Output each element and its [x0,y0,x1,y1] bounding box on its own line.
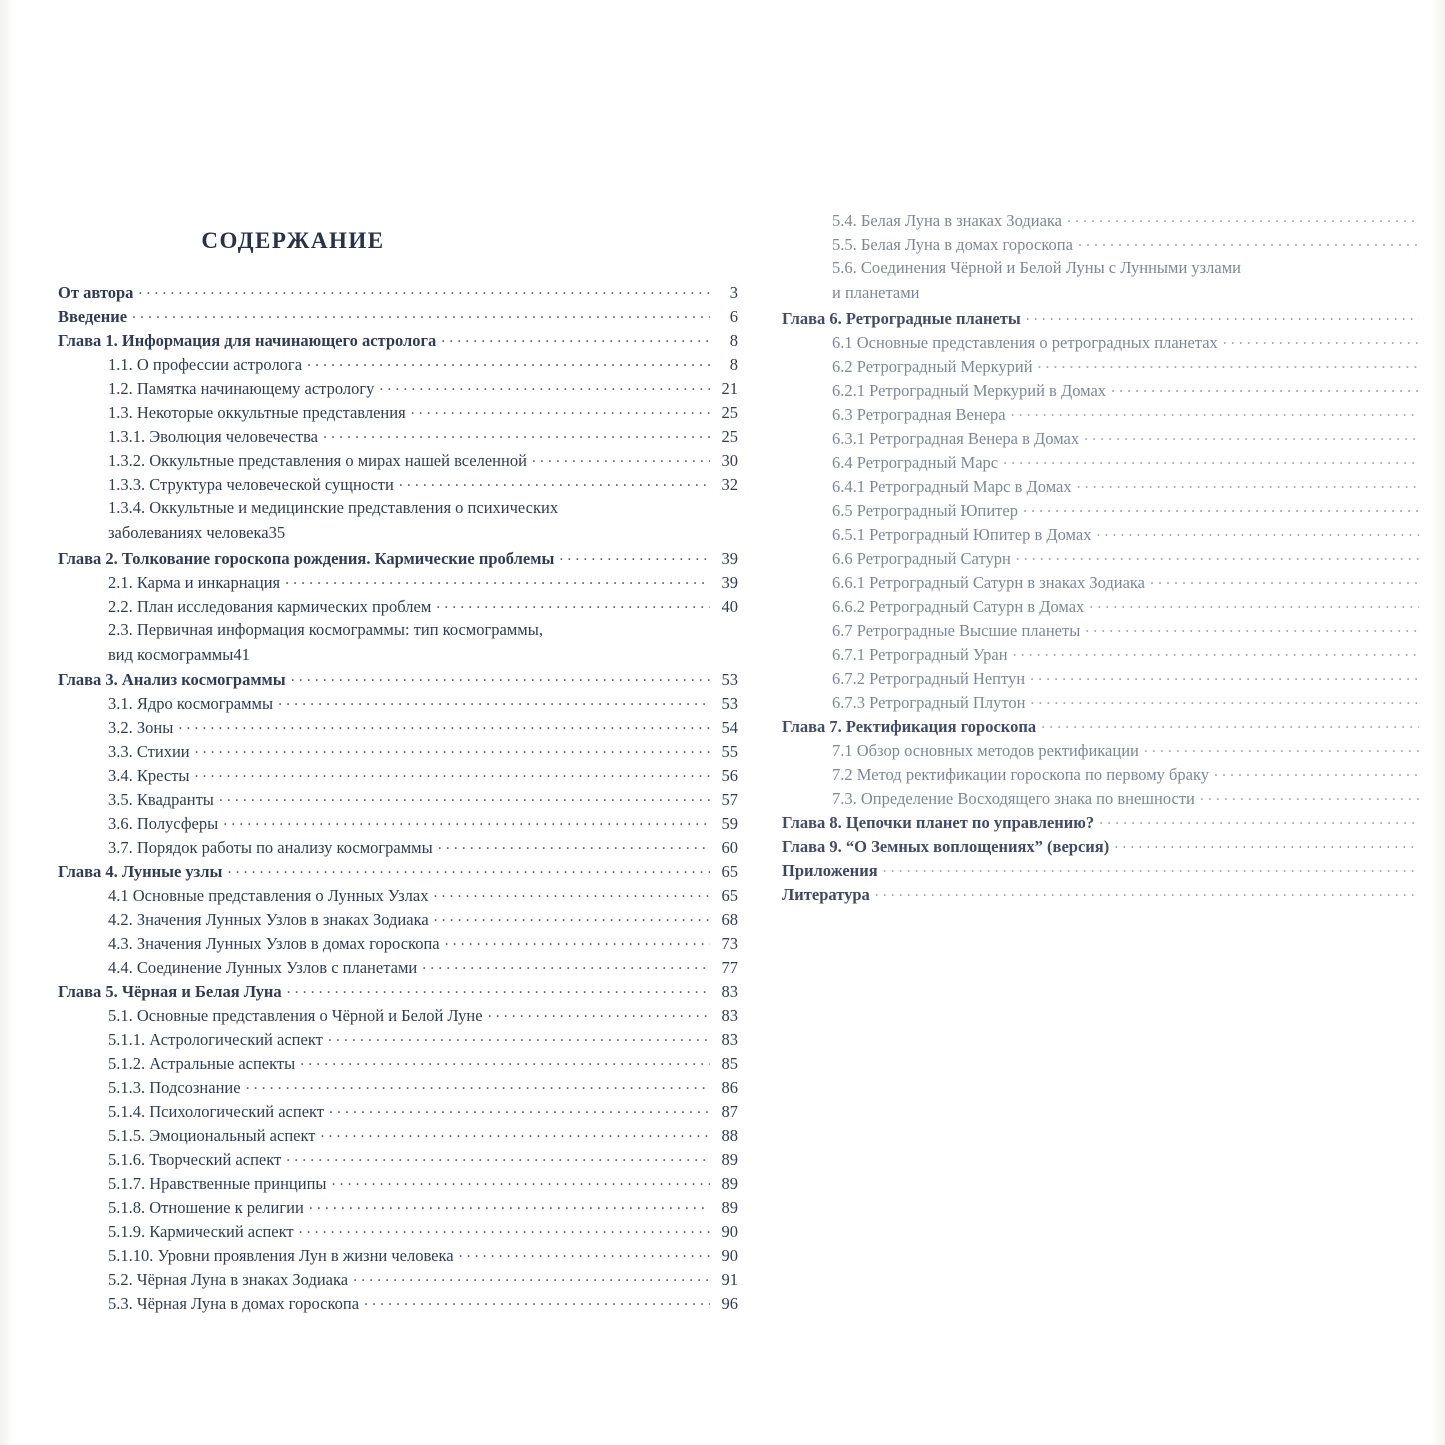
page-title: СОДЕРЖАНИЕ [201,228,385,253]
toc-entry[interactable] [108,839,738,857]
toc-entry-label: Глава 2. Толкование гороскопа рождения. Кармические проблемы [58,548,555,568]
toc-page-number: 6 [729,307,738,326]
toc-entry[interactable] [832,574,1445,592]
toc-entry[interactable] [58,983,738,1001]
toc-page-number: 53 [721,694,738,713]
leader-dots [1030,694,1419,708]
toc-entry[interactable] [108,887,738,905]
toc-entry[interactable] [108,767,738,785]
toc-page-number: 73 [721,934,738,953]
toc-entry-label: 5.3. Чёрная Луна в домах гороскопа [108,1294,360,1313]
toc-page-number: 89 [721,1198,738,1217]
toc-entry-label-cont: вид космограммы [108,644,234,664]
toc-entry[interactable] [832,622,1445,640]
leader-dots [364,1295,710,1309]
toc-entry[interactable] [832,406,1445,424]
toc-entry[interactable] [108,1031,738,1049]
toc-entry-label: 3.7. Порядок работы по анализу космограммы [108,838,433,857]
leader-dots [445,935,710,949]
toc-entry[interactable] [108,428,738,446]
toc-entry-label: Глава 7. Ректификация гороскопа [782,716,1037,736]
toc-page-number: 25 [721,427,738,446]
toc-entry-label: Глава 5. Чёрная и Белая Луна [58,982,282,1001]
toc-entry[interactable] [108,1127,738,1145]
toc-page-number: 91 [721,1270,738,1289]
leader-dots [328,1031,710,1045]
leader-dots [178,719,710,733]
leader-dots [132,308,710,322]
leader-dots [434,911,710,925]
toc-page-number: 77 [721,958,738,977]
leader-dots [1030,670,1419,684]
toc-entry[interactable] [108,1271,738,1289]
leader-dots [1114,838,1419,852]
toc-entry-label: 5.2. Чёрная Луна в знаках Зодиака [108,1270,349,1289]
leader-dots [299,1223,710,1237]
leader-dots [195,743,710,757]
leader-dots [433,887,710,901]
toc-entry-label: 3.3. Стихии [108,742,190,761]
toc-page-number: 83 [721,982,738,1001]
toc-entry-label: 3.1. Ядро космограммы [108,694,274,713]
toc-entry[interactable] [108,404,738,422]
toc-entry-label: 6.7.3 Ретроградный Плутон [832,692,1026,712]
toc-entry-label: От автора [58,283,134,302]
toc-entry-label: 5.1.4. Психологический аспект [108,1102,325,1121]
toc-entry-label: Приложения [782,860,878,880]
leader-dots [332,1175,711,1189]
toc-entry[interactable] [108,476,738,494]
toc-page-number: 21 [721,379,738,398]
leader-dots [291,671,710,685]
leader-dots [559,550,710,564]
toc-page-number: 87 [721,1102,738,1121]
toc-entry-label-cont: заболеваниях человека [108,523,269,542]
leader-dots [287,983,710,997]
toc-entry[interactable] [108,1175,738,1193]
toc-page-number: 96 [721,1294,738,1313]
leader-dots [329,1103,710,1117]
toc-page-number: 59 [721,814,738,833]
toc-entry-label: 4.2. Значения Лунных Узлов в знаках Зодиака [108,910,429,929]
leader-dots [278,695,710,709]
toc-page-number: 56 [721,766,738,785]
toc-entry-label: 2.3. Первичная информация космограммы: тип космограммы, [108,619,543,639]
toc-entry-label: Глава 9. “О Земных воплощениях” (версия) [782,836,1110,856]
toc-page-number: 3 [729,283,738,302]
leader-dots [138,284,710,298]
toc-entry[interactable] [108,1223,738,1241]
toc-entry[interactable] [832,526,1445,544]
leader-dots [323,428,710,442]
leader-dots [1085,622,1419,636]
toc-page-number: 86 [721,1078,738,1097]
toc-entry-label: Глава 3. Анализ космограммы [58,670,286,689]
toc-entry-label: 2.1. Карма и инкарнация [108,572,281,592]
leader-dots [1200,790,1419,804]
toc-entry-continuation[interactable] [108,523,738,543]
toc-entry-label: 5.1.3. Подсознание [108,1078,241,1097]
leader-dots [436,598,710,612]
leader-dots [1013,646,1419,660]
toc-page-number: 39 [721,572,738,592]
toc-entry-label: 7.3. Определение Восходящего знака по внешности [832,788,1195,808]
toc-entry-label: 6.2.1 Ретроградный Меркурий в Домах [832,380,1107,400]
toc-entry[interactable] [832,766,1445,784]
toc-entry-label: 4.1 Основные представления о Лунных Узлах [108,886,429,905]
toc-entry[interactable] [832,454,1445,472]
toc-entry-label: 6.7.2 Ретроградный Нептун [832,668,1026,688]
leader-dots [223,815,710,829]
toc-entry[interactable] [108,1151,738,1169]
toc-page-number: 89 [721,1150,738,1169]
toc-entry-label: 4.4. Соединение Лунных Узлов с планетами [108,958,418,977]
toc-entry[interactable] [782,814,1445,832]
leader-dots [1067,212,1419,226]
toc-entry-label: 5.4. Белая Луна в знаках Зодиака [832,211,1062,230]
toc-entry-label: 6.7.1 Ретроградный Уран [832,644,1008,664]
toc-entry[interactable] [108,791,738,809]
toc-entry-label: 5.5. Белая Луна в домах гороскопа [832,235,1073,254]
toc-entry-label: 6.2 Ретроградный Меркурий [832,356,1033,376]
toc-entry-label: 5.1.9. Кармический аспект [108,1222,294,1241]
leader-dots [307,356,710,370]
toc-page-number: 88 [721,1126,738,1145]
toc-entry-label: 5.1.10. Уровни проявления Лун в жизни человека [108,1246,454,1265]
toc-entry[interactable] [832,382,1445,400]
leader-dots [422,959,710,973]
toc-entry[interactable] [108,1247,738,1265]
toc-page-number: 65 [721,862,738,881]
toc-list-right [782,212,1445,903]
toc-entry-label: 6.5 Ретроградный Юпитер [832,500,1018,520]
leader-dots [286,1151,710,1165]
toc-page-number: 65 [721,886,738,905]
toc-entry[interactable] [108,695,738,713]
toc-entry-label: 4.3. Значения Лунных Узлов в домах гороскопа [108,934,440,953]
toc-entry-label: 3.6. Полусферы [108,814,219,833]
toc-entry-label: 1.2. Памятка начинающему астрологу [108,379,375,398]
toc-page-number: 8 [729,331,738,350]
toc-entry[interactable] [832,694,1445,712]
toc-entry[interactable] [108,935,738,953]
toc-entry-label: 5.1.1. Астрологический аспект [108,1030,323,1049]
toc-entry[interactable] [782,718,1445,736]
leader-dots [1089,598,1419,612]
leader-dots [1026,310,1419,324]
toc-page-number: 30 [721,451,738,470]
toc-entry-label: 7.2 Метод ректификации гороскопа по первому браку [832,764,1210,784]
toc-entry[interactable] [782,886,1445,904]
leader-dots [438,839,710,853]
toc-entry-label: 5.1.7. Нравственные принципы [108,1174,327,1193]
toc-entry-label: 5.6. Соединения Чёрной и Белой Луны с Лунными узлами [832,258,1242,277]
toc-page-number: 41 [233,644,250,664]
leader-dots [399,476,710,490]
toc-entry-label: Глава 6. Ретроградные планеты [782,308,1021,328]
toc-page-number: 39 [721,548,738,568]
leader-dots [1041,718,1419,732]
toc-entry[interactable] [108,452,738,470]
toc-entry-label: Введение [58,307,128,326]
toc-entry-label: 1.3.3. Структура человеческой сущности [108,475,394,494]
toc-entry-continuation[interactable] [832,283,1445,303]
toc-entry[interactable] [782,838,1445,856]
toc-entry[interactable] [832,478,1445,496]
toc-entry-label: 6.3 Ретроградная Венера [832,404,1006,424]
toc-entry[interactable] [782,310,1445,328]
leader-dots [1099,814,1419,828]
toc-page-number: 53 [721,670,738,689]
toc-entry[interactable] [832,334,1445,352]
toc-entry[interactable] [108,619,738,639]
toc-entry[interactable] [108,911,738,929]
toc-entry[interactable] [832,358,1445,376]
leader-dots [353,1271,710,1285]
toc-entry[interactable] [58,332,738,350]
toc-entry-label: Глава 1. Информация для начинающего астролога [58,331,437,350]
toc-page-number: 85 [721,1054,738,1073]
toc-entry[interactable] [108,1079,738,1097]
leader-dots [300,1055,710,1069]
leader-dots [1038,358,1419,372]
toc-entry-label: 5.1.5. Эмоциональный аспект [108,1126,316,1145]
leader-dots [246,1079,710,1093]
toc-page-number: 90 [721,1246,738,1265]
leader-dots [1084,430,1419,444]
leader-dots [411,404,710,418]
leader-dots [219,791,710,805]
leader-dots [459,1247,710,1261]
leader-dots [1016,550,1419,564]
toc-entry[interactable] [832,598,1445,616]
toc-entry-label: 6.3.1 Ретроградная Венера в Домах [832,428,1080,448]
toc-list-left [58,284,738,1313]
leader-dots [285,574,710,588]
toc-entry-label-cont: и планетами [832,283,920,302]
toc-entry-label: Глава 4. Лунные узлы [58,862,223,881]
toc-page-number: 8 [729,355,738,374]
toc-column-left [58,228,738,1319]
leader-dots [441,332,710,346]
toc-page-number: 57 [721,790,738,809]
leader-dots [1111,382,1419,396]
toc-entry-label: 1.3.4. Оккультные и медицинские представления о психических [108,498,559,517]
toc-entry[interactable] [108,815,738,833]
toc-entry-continuation[interactable] [108,645,738,665]
toc-entry-label: 5.1.2. Астральные аспекты [108,1054,296,1073]
toc-entry-label: 2.2. План исследования кармических проблем [108,596,432,616]
toc-entry-label: Литература [782,884,870,904]
toc-entry[interactable] [832,212,1445,230]
leader-dots [1214,766,1419,780]
leader-dots [488,1007,710,1021]
toc-entry[interactable] [108,959,738,977]
toc-entry[interactable] [108,719,738,737]
toc-entry-label: 1.3. Некоторые оккультные представления [108,403,406,422]
toc-entry[interactable] [108,574,738,592]
toc-entry-label: 7.1 Обзор основных методов ректификации [832,740,1139,760]
toc-entry-label: 3.5. Квадранты [108,790,214,809]
leader-dots [1003,454,1419,468]
toc-entry-label: 1.3.2. Оккультные представления о мирах нашей вселенной [108,451,527,470]
toc-entry-label: 1.1. О профессии астролога [108,355,303,374]
toc-page-number: 25 [721,403,738,422]
toc-page-number: 83 [721,1030,738,1049]
toc-entry[interactable] [108,1007,738,1025]
toc-entry-label: 3.2. Зоны [108,718,174,737]
leader-dots [379,380,710,394]
toc-entry[interactable] [832,670,1445,688]
leader-dots [1144,742,1419,756]
toc-page-number: 90 [721,1222,738,1241]
leader-dots [1077,478,1419,492]
toc-entry[interactable] [108,1295,738,1313]
toc-entry[interactable] [58,671,738,689]
toc-page-number: 83 [721,1006,738,1025]
toc-entry[interactable] [58,284,738,302]
toc-page-number: 40 [721,596,738,616]
toc-entry-label: 6.4.1 Ретроградный Марс в Домах [832,476,1072,496]
toc-entry[interactable] [58,308,738,326]
leader-dots [1096,526,1419,540]
toc-entry-label: 3.4. Кресты [108,766,190,785]
toc-entry[interactable] [108,1103,738,1121]
leader-dots [195,767,711,781]
leader-dots [1150,574,1419,588]
leader-dots [309,1199,710,1213]
toc-entry-label: 5.1.6. Творческий аспект [108,1150,282,1169]
leader-dots [1023,502,1419,516]
toc-page-number: 54 [721,718,738,737]
toc-page-number: 35 [268,523,286,542]
toc-page-number: 89 [721,1174,738,1193]
toc-entry[interactable] [782,862,1445,880]
toc-entry-label: 6.6.1 Ретроградный Сатурн в знаках Зодиака [832,572,1146,592]
leader-dots [883,862,1419,876]
leader-dots [227,863,710,877]
leader-dots [1078,236,1419,250]
page-edge-left [0,0,14,1445]
toc-page-number: 68 [721,910,738,929]
leader-dots [1011,406,1419,420]
toc-entry[interactable] [108,1199,738,1217]
toc-entry-label: 5.1.8. Отношение к религии [108,1198,304,1217]
toc-entry-label: 6.7 Ретроградные Высшие планеты [832,620,1081,640]
toc-page-number: 60 [721,838,738,857]
toc-entry[interactable] [58,550,738,568]
toc-entry[interactable] [832,260,1445,277]
toc-entry[interactable] [58,863,738,881]
toc-entry-label: 1.3.1. Эволюция человечества [108,427,318,446]
toc-entry-label: 6.1 Основные представления о ретроградных планетах [832,332,1218,352]
leader-dots [1223,334,1419,348]
toc-entry[interactable] [108,1055,738,1073]
toc-entry[interactable] [108,743,738,761]
toc-entry-label: 6.4 Ретроградный Марс [832,452,999,472]
toc-page-number: 55 [721,742,738,761]
toc-entry-label: 5.1. Основные представления о Чёрной и Белой Луне [108,1006,483,1025]
toc-entry-label: 6.5.1 Ретроградный Юпитер в Домах [832,524,1092,544]
leader-dots [532,452,710,466]
toc-entry[interactable] [108,356,738,374]
toc-entry-label: 6.6 Ретроградный Сатурн [832,548,1011,568]
toc-entry[interactable] [108,380,738,398]
toc-entry[interactable] [108,598,738,616]
toc-entry[interactable] [832,742,1445,760]
toc-entry[interactable] [108,500,738,517]
toc-column-right [782,212,1445,910]
toc-entry[interactable] [832,550,1445,568]
toc-entry[interactable] [832,646,1445,664]
toc-entry[interactable] [832,790,1445,808]
leader-dots [875,886,1419,900]
toc-entry-label: Глава 8. Цепочки планет по управлению? [782,812,1095,832]
leader-dots [320,1127,710,1141]
toc-entry[interactable] [832,430,1445,448]
toc-entry[interactable] [832,236,1445,254]
toc-entry[interactable] [832,502,1445,520]
toc-page-number: 32 [721,475,738,494]
toc-entry-label: 6.6.2 Ретроградный Сатурн в Домах [832,596,1085,616]
